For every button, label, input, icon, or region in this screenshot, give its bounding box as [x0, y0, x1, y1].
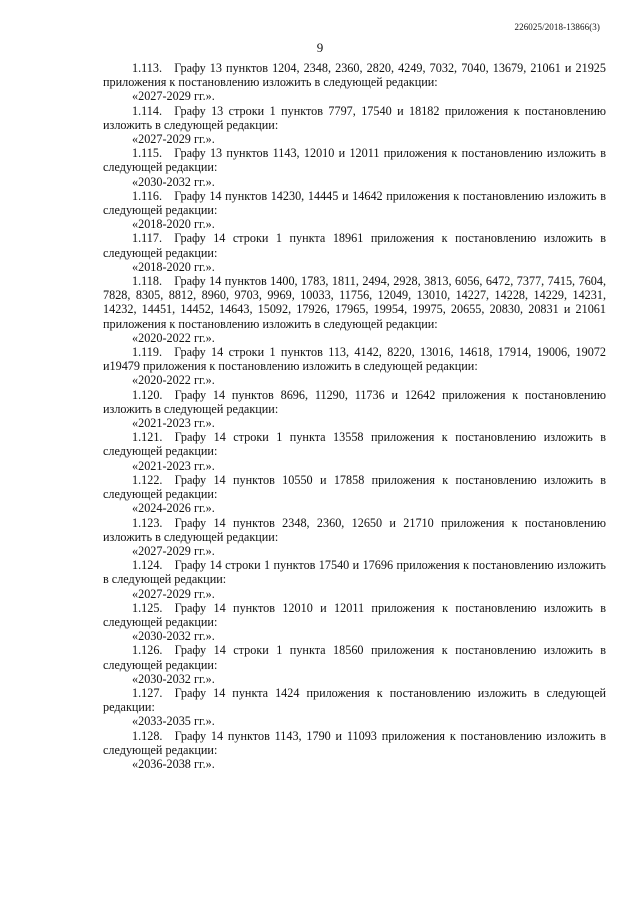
item-text: 1.117. Графу 14 строки 1 пункта 18961 приложения к постановлению изложить в следующей редакции: [103, 231, 606, 260]
list-item [103, 601, 606, 644]
list-item [103, 104, 606, 147]
item-value: «2020-2022 гг.». [132, 330, 215, 345]
list-item [103, 516, 606, 559]
item-text: 1.114. Графу 13 строки 1 пунктов 7797, 17540 и 18182 приложения к постановлению изложить в следующей редакции: [103, 103, 606, 132]
list-item [103, 345, 606, 388]
item-value: «2020-2022 гг.». [132, 373, 215, 388]
document-body [103, 61, 606, 771]
list-item [103, 430, 606, 473]
item-text: 1.121. Графу 14 строки 1 пункта 13558 приложения к постановлению изложить в следующей редакции: [103, 430, 606, 459]
item-value: «2018-2020 гг.». [132, 217, 215, 232]
item-text: 1.123. Графу 14 пунктов 2348, 2360, 12650 и 21710 приложения к постановлению изложить в следующей редакции: [103, 515, 606, 544]
item-text: 1.119. Графу 14 строки 1 пунктов 113, 4142, 8220, 13016, 14618, 17914, 19006, 19072 и19479 приложения к постановлению изложить в следующей редакции: [103, 345, 606, 374]
item-text: 1.124. Графу 14 строки 1 пунктов 17540 и 17696 приложения к постановлению изложить в следующей редакции: [103, 558, 606, 587]
list-item [103, 274, 606, 345]
list-item [103, 388, 606, 431]
item-value: «2027-2029 гг.». [132, 89, 215, 104]
item-text: 1.126. Графу 14 строки 1 пункта 18560 приложения к постановлению изложить в следующей редакции: [103, 643, 606, 672]
list-item [103, 686, 606, 729]
item-value: «2027-2029 гг.». [132, 586, 215, 601]
list-item [103, 231, 606, 274]
item-value: «2030-2032 гг.». [132, 671, 215, 686]
item-value: «2018-2020 гг.». [132, 259, 215, 274]
item-value: «2033-2035 гг.». [132, 714, 215, 729]
item-value: «2024-2026 гг.». [132, 501, 215, 516]
item-text: 1.113. Графу 13 пунктов 1204, 2348, 2360, 2820, 4249, 7032, 7040, 13679, 21061 и 21925 приложения к постановлению изложить в следующей редакции: [103, 61, 606, 90]
item-text: 1.125. Графу 14 пунктов 12010 и 12011 приложения к постановлению изложить в следующей редакции: [103, 600, 606, 629]
item-text: 1.120. Графу 14 пунктов 8696, 11290, 11736 и 12642 приложения к постановлению изложить в следующей редакции: [103, 387, 606, 416]
item-value: «2030-2032 гг.». [132, 174, 215, 189]
page-number: 9 [316, 40, 324, 55]
list-item [103, 61, 606, 104]
item-text: 1.115. Графу 13 пунктов 1143, 12010 и 12011 приложения к постановлению изложить в следующей редакции: [103, 146, 606, 175]
list-item [103, 189, 606, 232]
list-item [103, 643, 606, 686]
list-item [103, 729, 606, 772]
list-item [103, 146, 606, 189]
item-text: 1.128. Графу 14 пунктов 1143, 1790 и 11093 приложения к постановлению изложить в следующей редакции: [103, 728, 606, 757]
item-value: «2027-2029 гг.». [132, 132, 215, 147]
item-value: «2027-2029 гг.». [132, 543, 215, 558]
item-value: «2021-2023 гг.». [132, 416, 215, 431]
document-number: 226025/2018-13866(3) [514, 22, 600, 32]
item-text: 1.118. Графу 14 пунктов 1400, 1783, 1811, 2494, 2928, 3813, 6056, 6472, 7377, 7415, 7604, 7828, 8305, 8812, 8960, 9703, 9969, 10033, 11756, 12049, 13010, 14227, 14228, 14229, 14231, 14232, 14451, 14452, 14643, 15092, 17926, 17965, 19954, 19975, 20655, 20830, 20831 и 21061 приложения к постановлению изложить в следующей редакции: [103, 274, 606, 331]
item-value: «2021-2023 гг.». [132, 458, 215, 473]
list-item [103, 558, 606, 601]
item-value: «2036-2038 гг.». [132, 756, 215, 771]
item-text: 1.116. Графу 14 пунктов 14230, 14445 и 14642 приложения к постановлению изложить в следующей редакции: [103, 188, 606, 218]
item-text: 1.127. Графу 14 пункта 1424 приложения к постановлению изложить в следующей редакции: [103, 685, 606, 715]
item-text: 1.122. Графу 14 пунктов 10550 и 17858 приложения к постановлению изложить в следующей редакции: [103, 472, 606, 502]
item-value: «2030-2032 гг.». [132, 629, 215, 644]
list-item [103, 473, 606, 516]
